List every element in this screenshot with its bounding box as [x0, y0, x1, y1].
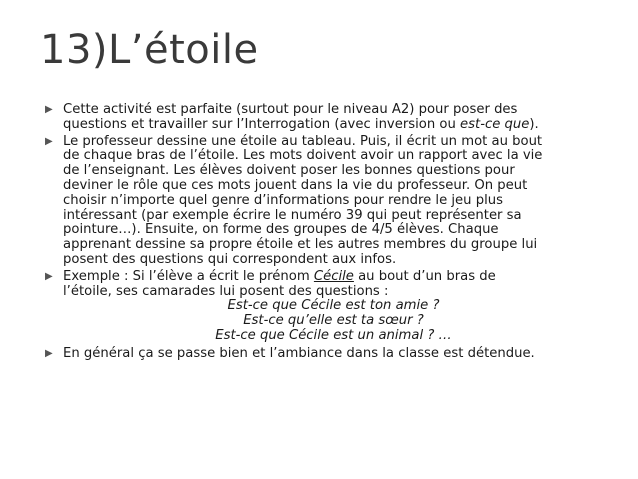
bullet-arrow-icon: ▶: [45, 270, 53, 282]
text-segment: au bout d’un bras de: [353, 268, 496, 284]
bullet-list: [44, 103, 604, 362]
bullet-text-line: Cette activité est parfaite (surtout pour le niveau A2) pour poser des: [63, 102, 518, 117]
bullet-text-line: [63, 118, 604, 133]
bullet-text-line: En général ça se passe bien et l’ambiance dans la classe est détendue.: [63, 345, 535, 361]
text-segment: Exemple : Si l’élève a écrit le prénom: [63, 268, 314, 284]
bullet-arrow-icon: ▶: [45, 104, 53, 115]
bullet-text-line: apprenant dessine sa propre étoile et les autres membres du groupe lui: [63, 237, 538, 253]
bullet-item: [44, 347, 604, 362]
example-question: Est-ce que Cécile est un animal ? …: [215, 327, 452, 343]
bullet-arrow-icon: ▶: [45, 347, 53, 359]
bullet-item: [44, 135, 604, 268]
italic-phrase: est-ce que: [460, 116, 530, 132]
bullet-item: [44, 270, 604, 344]
slide-title: 13)L’étoile: [40, 27, 259, 73]
bullet-text-line: [63, 270, 604, 285]
example-question: Est-ce qu’elle est ta sœur ?: [243, 313, 424, 329]
italic-name: Cécile: [313, 268, 354, 284]
bullet-text-line: posent des questions qui correspondent aux infos.: [63, 251, 397, 267]
text-segment: questions et travailler sur l’Interrogation (avec inversion ou: [63, 116, 461, 132]
bullet-text-line: deviner le rôle que ces mots jouent dans la vie du professeur. On peut: [63, 177, 528, 193]
bullet-text-line: choisir n’importe quel genre d’informations pour rendre le jeu plus: [63, 192, 503, 208]
bullet-item: [44, 103, 604, 133]
text-segment: ).: [529, 116, 539, 132]
bullet-text-line: de chaque bras de l’étoile. Les mots doivent avoir un rapport avec la vie: [63, 148, 543, 164]
example-question: Est-ce que Cécile est ton amie ?: [227, 298, 440, 314]
bullet-text-line: de l’enseignant. Les élèves doivent poser les bonnes questions pour: [63, 163, 515, 179]
bullet-text-line: l’étoile, ses camarades lui posent des questions :: [63, 283, 389, 299]
bullet-arrow-icon: ▶: [45, 135, 53, 147]
bullet-text-line: intéressant (par exemple écrire le numéro 39 qui peut représenter sa: [63, 207, 522, 223]
bullet-text-line: Le professeur dessine une étoile au tableau. Puis, il écrit un mot au bout: [63, 133, 543, 149]
bullet-text-line: pointure…). Ensuite, on forme des groupes de 4/5 élèves. Chaque: [63, 222, 499, 238]
